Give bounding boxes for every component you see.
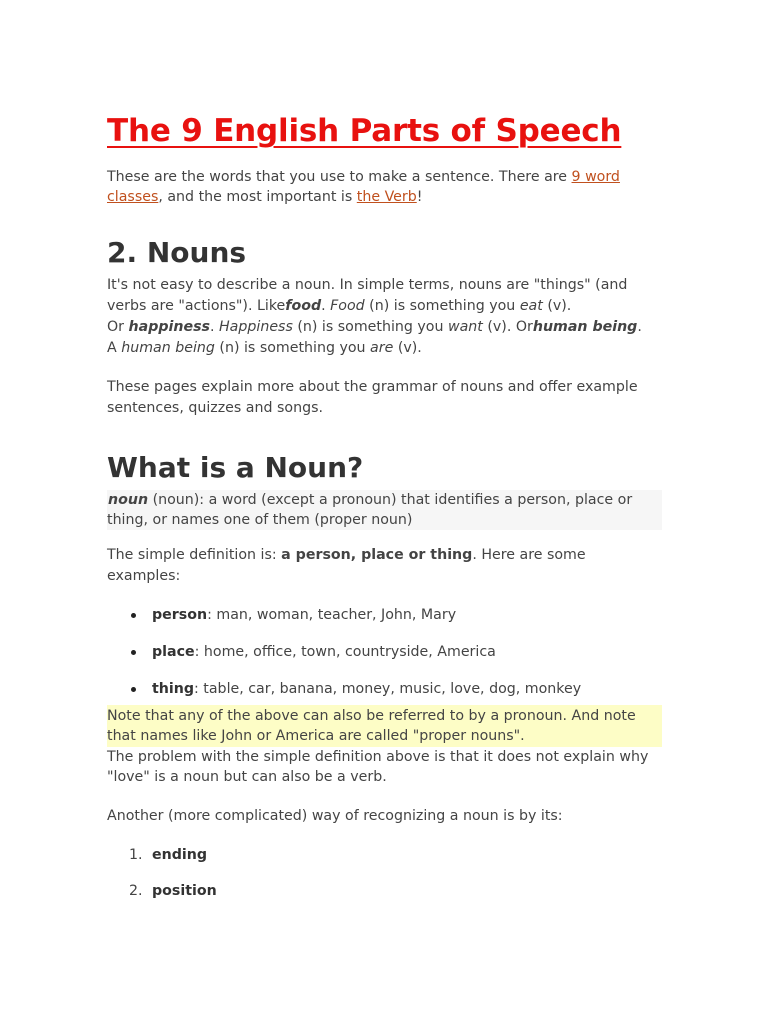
want-italic: want <box>447 319 483 335</box>
nouns-heading: 2. Nouns <box>107 236 247 269</box>
page-title: The 9 English Parts of Speech <box>107 113 622 149</box>
definition-box <box>107 490 662 530</box>
method-label: position <box>152 883 217 899</box>
example-text: : home, office, town, countryside, America <box>194 644 496 660</box>
method-label: ending <box>152 847 207 863</box>
intro-paragraph <box>107 168 657 207</box>
intro-text-end: ! <box>416 188 423 205</box>
text: . <box>209 319 220 335</box>
text: (n) is something you <box>364 298 520 314</box>
methods-list <box>107 845 217 917</box>
happiness-italic: Happiness <box>219 319 293 335</box>
list-item <box>129 881 217 917</box>
text: (n) is something you <box>292 319 448 335</box>
text: It's not easy to describe a noun. In simple terms, nouns are "things" (and verbs are "actions"). Like <box>107 277 628 314</box>
eat-italic: eat <box>519 298 543 314</box>
bullet-icon <box>131 687 136 692</box>
pages-paragraph: These pages explain more about the grammar of nouns and offer example sentences, quizzes and songs. <box>107 379 638 416</box>
note-block <box>107 705 662 787</box>
another-way-paragraph: Another (more complicated) way of recognizing a noun is by its: <box>107 808 563 824</box>
the-verb-link[interactable]: the Verb <box>356 188 417 205</box>
text: . <box>637 319 642 335</box>
simple-definition-bold: a person, place or thing <box>281 547 473 563</box>
text: (v). <box>542 298 572 314</box>
text: . Here are some examples: <box>107 547 586 584</box>
food-italic: Food <box>330 298 365 314</box>
text: (v). <box>393 340 422 356</box>
definition-term: noun <box>108 492 149 508</box>
text: The simple definition is: <box>107 547 282 563</box>
nouns-description <box>107 275 663 359</box>
word-classes-link[interactable]: 9 word classes <box>107 169 620 205</box>
intro-text: These are the words that you use to make a sentence. There are <box>107 169 572 185</box>
problem-text: The problem with the simple definition above is that it does not explain why "love" is a noun but can also be a verb. <box>107 749 649 785</box>
definition-text: (noun): a word (except a pronoun) that identifies a person, place or thing, or names one of them (proper noun) <box>107 492 633 528</box>
highlighted-note: Note that any of the above can also be referred to by a pronoun. And note that names like John or America are called "proper nouns". <box>107 705 662 747</box>
human-being-italic: human being <box>121 340 215 356</box>
food-bold: food <box>285 298 322 314</box>
example-text: : man, woman, teacher, John, Mary <box>207 607 457 623</box>
list-item <box>131 641 581 678</box>
are-italic: are <box>370 340 394 356</box>
what-is-a-noun-heading: What is a Noun? <box>107 451 364 484</box>
list-item <box>131 604 581 641</box>
intro-text-middle: , and the most important is <box>158 188 357 205</box>
human-being-bold: human being <box>532 319 638 335</box>
list-number: 2. <box>129 883 143 899</box>
example-label: thing <box>152 681 195 697</box>
list-number: 1. <box>129 847 143 863</box>
bullet-icon <box>131 613 136 618</box>
text: . <box>321 298 331 314</box>
text: Or <box>107 319 129 335</box>
happiness-bold: happiness <box>128 319 210 335</box>
simple-definition <box>107 545 663 587</box>
text: (v). Or <box>482 319 533 335</box>
text: (n) is something you <box>214 340 371 356</box>
bullet-icon <box>131 650 136 655</box>
examples-list <box>107 604 581 715</box>
example-label: place <box>152 644 195 660</box>
example-label: person <box>152 607 208 623</box>
example-text: : table, car, banana, money, music, love, dog, monkey <box>194 681 582 697</box>
text: A <box>107 340 122 356</box>
list-item <box>129 845 217 881</box>
